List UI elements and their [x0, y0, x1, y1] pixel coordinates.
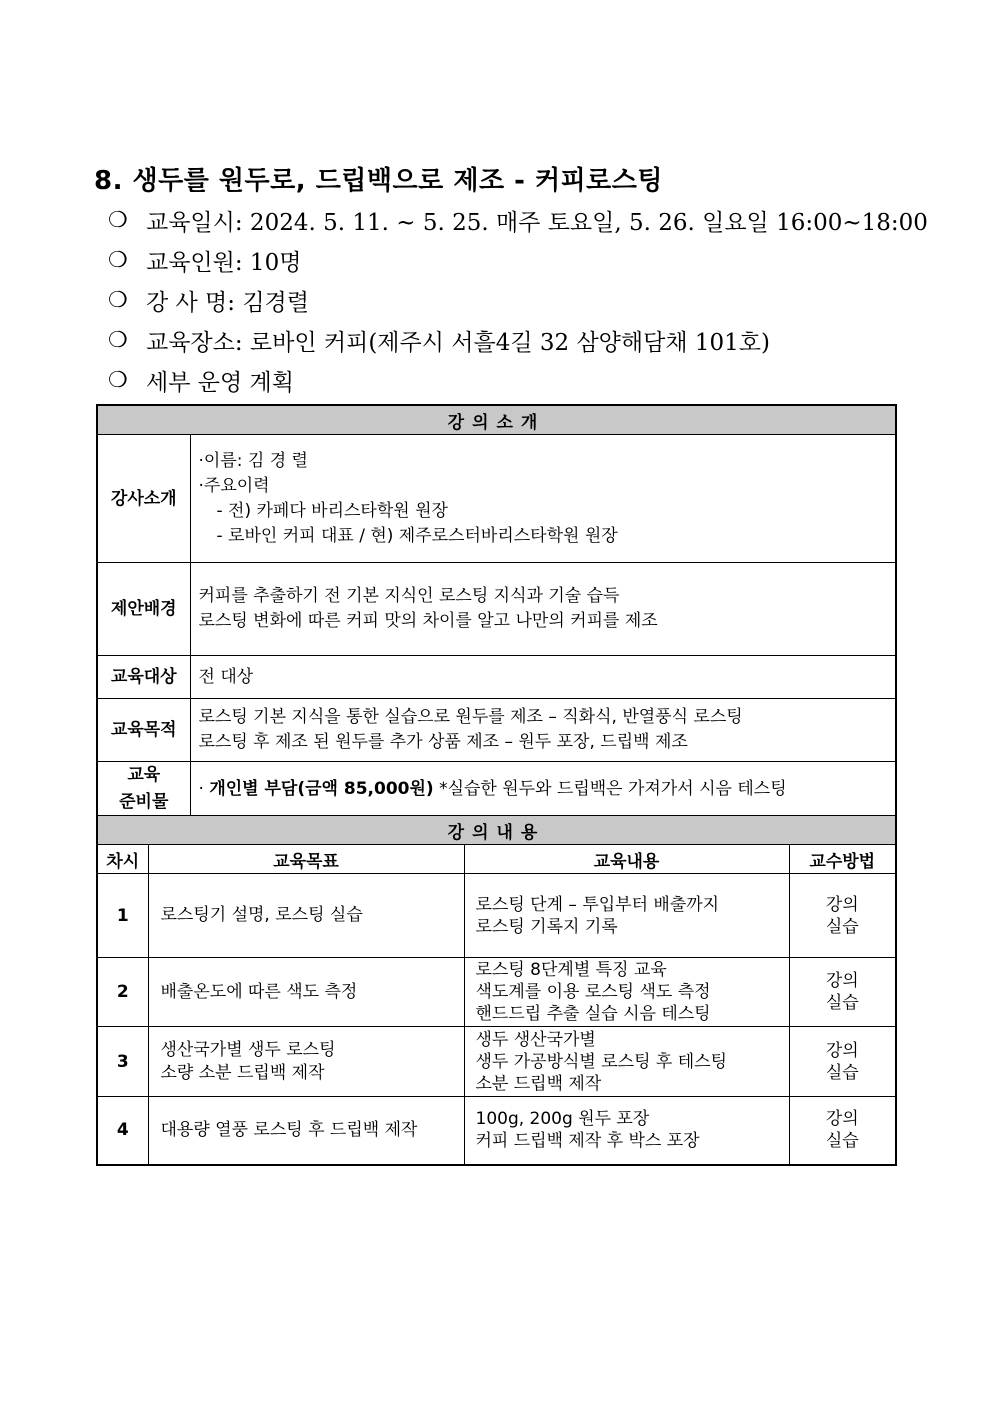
bullet-circle-icon: ❍: [108, 247, 128, 273]
table-row: 4 대용량 열풍 로스팅 후 드립백 제작 100g, 200g 원두 포장 커피 드립백 제작 후 박스 포장 강의 실습: [97, 1097, 896, 1165]
intro-header: 강의소개: [97, 405, 896, 435]
row-label: 강사소개: [97, 435, 190, 563]
row-label: 교육대상: [97, 656, 190, 699]
section-title: 8. 생두를 원두로, 드립백으로 제조 - 커피로스팅: [94, 166, 664, 196]
bullet-circle-icon: ❍: [108, 207, 128, 233]
row-label: 교육 준비물: [97, 762, 190, 818]
table-row: [97, 563, 896, 656]
info-item-instructor: ❍ 강 사 명: 김경렬: [108, 287, 309, 316]
bullet-circle-icon: ❍: [108, 367, 128, 393]
table-row: [97, 656, 896, 699]
content-table: [96, 815, 897, 1166]
column-header: 교육목표: [148, 845, 464, 874]
cost-note: 개인별 부담(금액 85,000원): [209, 778, 434, 799]
bullet-circle-icon: ❍: [108, 327, 128, 353]
info-list: [108, 200, 928, 400]
row-value: ·이름: 김 경 렬 ·주요이력 - 전) 카페다 바리스타학원 원장 - 로바인 커피 대표 / 현) 제주로스터바리스타학원 원장: [190, 435, 896, 563]
table-row: [97, 762, 896, 818]
table-row: [97, 699, 896, 762]
row-label: 교육목적: [97, 699, 190, 762]
row-value: 로스팅 기본 지식을 통한 실습으로 원두를 제조 – 직화식, 반열풍식 로스팅 로스팅 후 제조 된 원두를 추가 상품 제조 – 원두 포장, 드립백 제조: [190, 699, 896, 762]
bullet-circle-icon: ❍: [108, 287, 128, 313]
table-header-row: [97, 845, 896, 874]
row-label: 제안배경: [97, 563, 190, 656]
info-item-plan: ❍ 세부 운영 계획: [108, 367, 294, 396]
content-header: 강의내용: [97, 816, 896, 845]
table-row: 2 배출온도에 따른 색도 측정 로스팅 8단계별 특징 교육 색도계를 이용 로스팅 색도 측정 핸드드립 추출 실습 시음 테스팅 강의 실습: [97, 958, 896, 1027]
intro-table: [96, 404, 897, 818]
column-header: 차시: [97, 845, 148, 874]
row-value: 전 대상: [190, 656, 896, 699]
table-row: 3 생산국가별 생두 로스팅 소량 소분 드립백 제작 생두 생산국가별 생두 가공방식별 로스팅 후 테스팅 소분 드립백 제작 강의 실습: [97, 1027, 896, 1097]
info-item-location: ❍ 교육장소: 로바인 커피(제주시 서흘4길 32 삼양해담채 101호): [108, 327, 770, 356]
row-value: · 개인별 부담(금액 85,000원) *실습한 원두와 드립백은 가져가서 시음 테스팅: [190, 762, 896, 818]
info-item-headcount: ❍ 교육인원: 10명: [108, 247, 302, 276]
info-item-date: ❍ 교육일시: 2024. 5. 11. ~ 5. 25. 매주 토요일, 5. 26. 일요일 16:00~18:00: [108, 207, 928, 236]
table-row: 1 로스팅기 설명, 로스팅 실습 로스팅 단계 – 투입부터 배출까지 로스팅 기록지 기록 강의 실습: [97, 874, 896, 958]
row-value: 커피를 추출하기 전 기본 지식인 로스팅 지식과 기술 습득 로스팅 변화에 따른 커피 맛의 차이를 알고 나만의 커피를 제조: [190, 563, 896, 656]
column-header: 교육내용: [464, 845, 789, 874]
column-header: 교수방법: [789, 845, 896, 874]
table-row: [97, 435, 896, 563]
